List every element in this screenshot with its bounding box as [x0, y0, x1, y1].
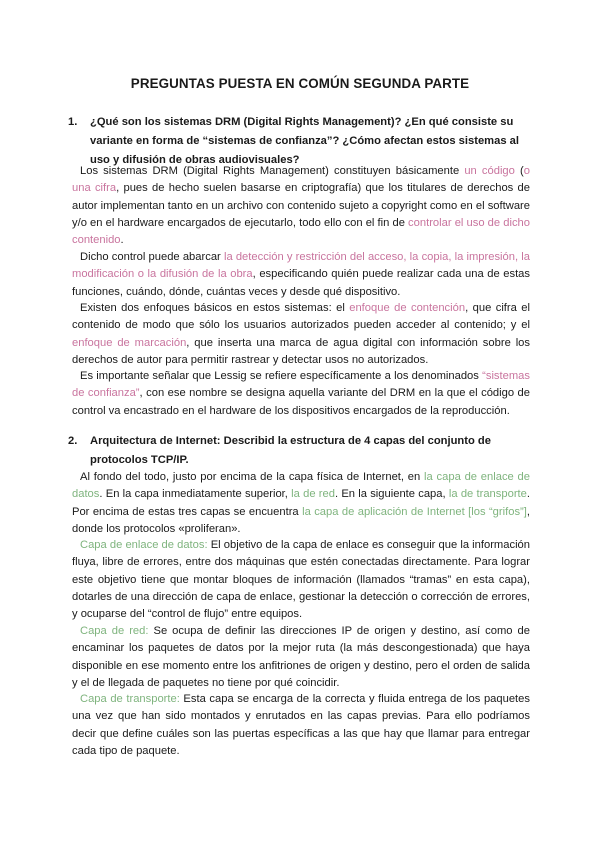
question-2-text: Arquitectura de Internet: Describid la estructura de 4 capas del conjunto de protocolos TCP/IP.	[90, 435, 491, 466]
highlight-controlar-uso: controlar el uso de dicho contenido	[72, 216, 530, 247]
text-run: Los sistemas DRM (Digital Rights Management) constituyen básicamente	[80, 165, 465, 177]
text-run: , donde los protocolos «proliferan».	[72, 505, 530, 535]
question-1-text: ¿Qué son los sistemas DRM (Digital Rights Management)? ¿En qué consiste su variante en forma de “sistemas de confianza”? ¿Cómo afectan estos sistemas al uso y difusión de obras audiovisuales?	[90, 116, 520, 166]
text-run: , especificando quién puede realizar cada una de estas funciones, cuándo, dónde, cuántas veces y desde qué dispositivo.	[72, 268, 530, 298]
paragraph-capa-enlace	[72, 537, 530, 623]
question-1-number: 1.	[68, 116, 78, 128]
text-run: Dicho control puede abarcar	[80, 251, 224, 263]
label-capa-transporte: Capa de transporte:	[80, 693, 180, 705]
text-run: . Por encima de estas tres capas se encuentra	[72, 488, 530, 518]
text-run: .	[120, 234, 124, 247]
text-run: Se ocupa de definir las direcciones IP de origen y destino, así como de encaminar los paquetes de datos por la mejor ruta (la más descongestionada) que haya disponible en ese momento entre los anfitriones de origen y destino, pero el orden de salida y el de llegada de paquetes no tiene por qué coincidir.	[72, 625, 530, 689]
highlight-deteccion: la detección y restricción del acceso, la copia, la impresión, la modificación o la difusión de la obra	[72, 251, 530, 281]
question-2-number: 2.	[68, 435, 78, 447]
label-capa-red: Capa de red:	[80, 625, 149, 637]
text-run: , que inserta una marca de agua digital con información sobre los derechos de autor para permitir rastrear y detectar usos no autorizados.	[72, 336, 530, 366]
paragraph-enfoques	[72, 300, 530, 369]
highlight-capa-aplicacion: la capa de aplicación de Internet [los “grifos”]	[302, 505, 527, 518]
highlight-capa-enlace: la capa de enlace de datos	[72, 471, 530, 501]
text-run: Existen dos enfoques básicos en estos sistemas: el	[80, 302, 350, 314]
text-run: , que cifra el contenido de modo que sólo los usuarios autorizados pueden acceder al contenido; y el	[72, 302, 530, 332]
highlight-capa-red: la de red	[291, 488, 335, 501]
text-run: Al fondo del todo, justo por encima de la capa física de Internet, en	[80, 471, 425, 483]
text-run: Es importante señalar que Lessig se refiere específicamente a los denominados	[80, 370, 483, 382]
document-title: PREGUNTAS PUESTA EN COMÚN SEGUNDA PARTE	[130, 76, 470, 91]
paragraph-capa-red	[72, 623, 530, 692]
highlight-marcacion: enfoque de marcación	[72, 336, 187, 349]
text-run: , pues de hecho suelen basarse en criptografía) que los titulares de derechos de autor implementan tanto en un archivo con contenido sujeto a copyright como en el software y/o en el hardware encargados de ejecutarlo, todo ello con el fin de	[72, 182, 530, 229]
highlight-capa-transporte: la de transporte	[448, 488, 527, 501]
paragraph-control	[72, 249, 530, 301]
text-run: . En la capa inmediatamente superior,	[99, 488, 292, 501]
paragraph-capas	[72, 469, 530, 538]
highlight-cifra: o una cifra	[72, 165, 530, 195]
highlight-codigo: un código	[464, 165, 515, 177]
paragraph-sistemas-confianza	[72, 368, 530, 420]
label-capa-enlace: Capa de enlace de datos:	[80, 539, 208, 551]
text-run: (	[514, 165, 524, 177]
text-run: El objetivo de la capa de enlace es conseguir que la información fluya, libre de errores, entre dos máquinas que estén conectadas directamente. Para lograr este objetivo tiene que montar bloques de información (llamados “tramas” en esta capa), dotarles de una dirección de capa de enlace, gestionar la detección o corrección de errores, y ocuparse del “control de flujo” entre equipos.	[72, 539, 530, 621]
paragraph-capa-transporte	[72, 691, 530, 760]
text-run: , con ese nombre se designa aquella variante del DRM en la que el código de control va encastrado en el hardware de los dispositivos encargados de la reproducción.	[72, 387, 530, 417]
paragraph-drm-definition	[72, 163, 530, 249]
highlight-contencion: enfoque de contención	[349, 302, 466, 314]
question-1	[68, 113, 528, 170]
text-run: . En la siguiente capa,	[334, 488, 449, 501]
text-run: Esta capa se encarga de la correcta y fluida entrega de los paquetes una vez que han sido montados y enrutados en las capas previas. Para ello podríamos decir que define cuáles son las puertas específicas a las que hay que llamar para entregar cada tipo de paquete.	[72, 693, 530, 757]
question-2	[68, 432, 528, 470]
highlight-sistemas-confianza: “sistemas de confianza”	[72, 370, 530, 400]
